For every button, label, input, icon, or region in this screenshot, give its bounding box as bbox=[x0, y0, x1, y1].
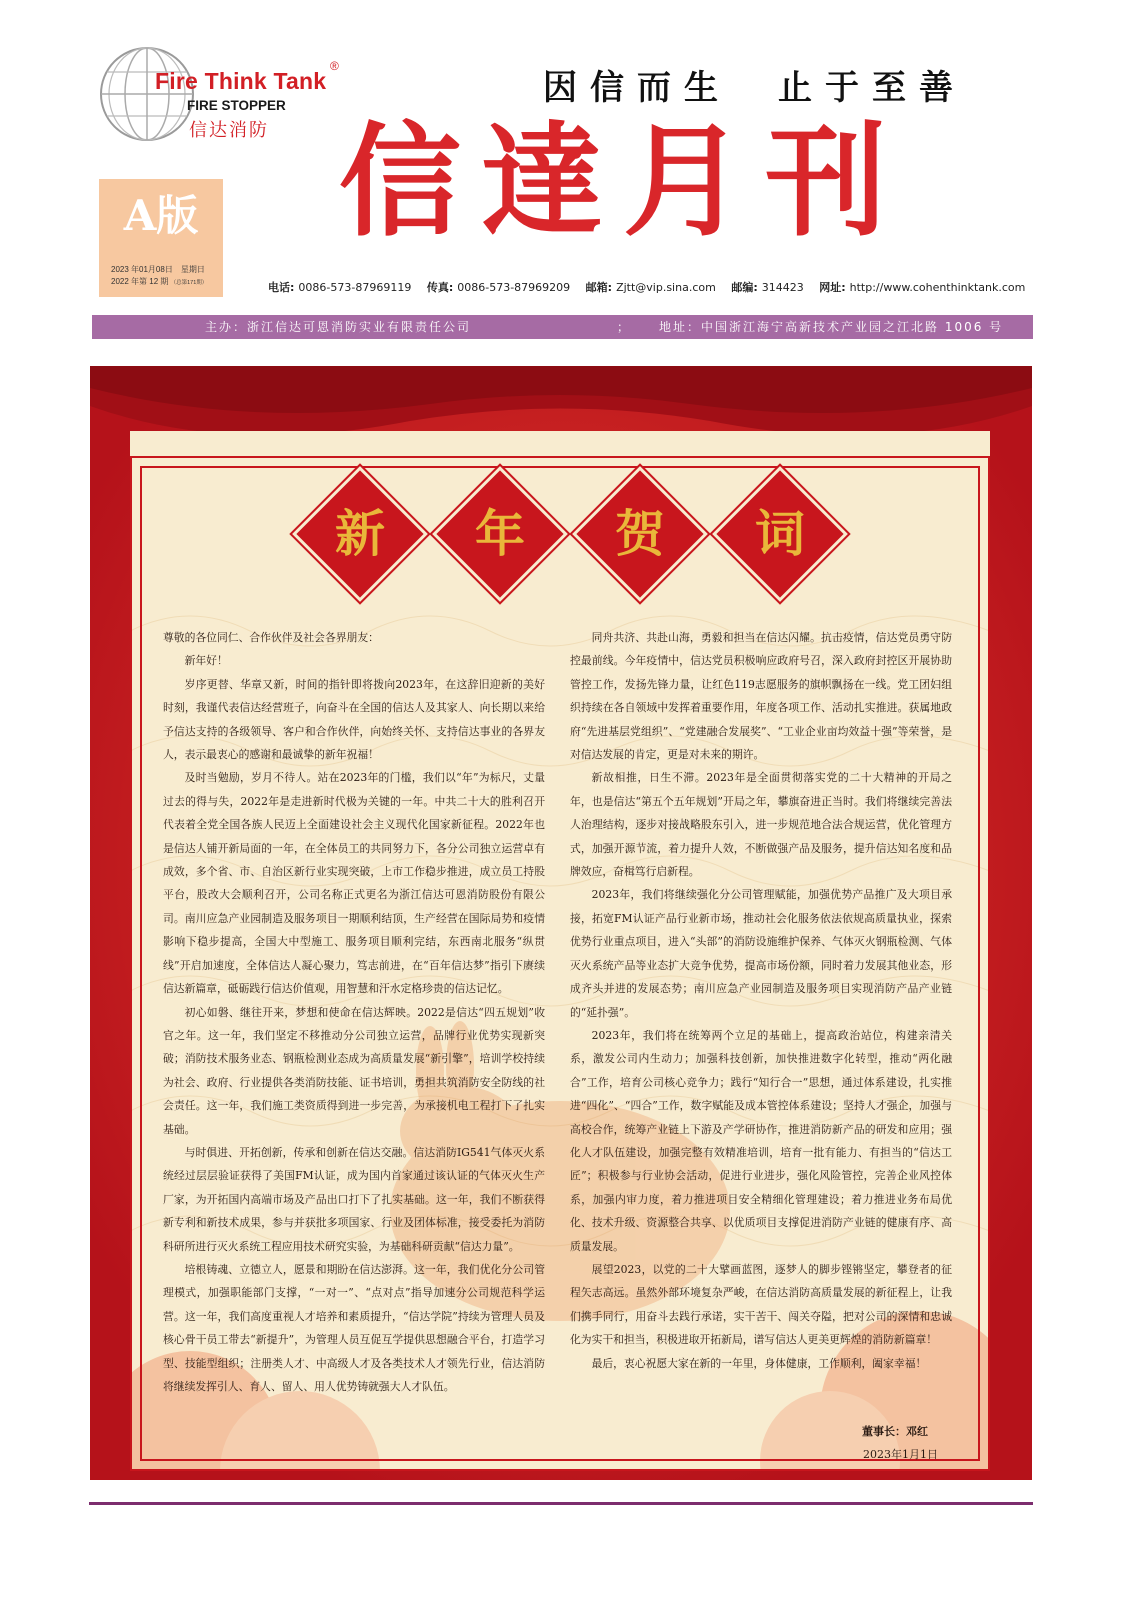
letter-paragraph: 新故相推，日生不滞。2023年是全面贯彻落实党的二十大精神的开局之年，也是信达“第五个五年规划”开局之年，攀旗奋进正当时。我们将继续完善法人治理结构，逐步对接战略股东引入，进一步规范地合法合规运营，优化管理方式，加强开源节流，着力提升人效，不断做强产品及服务，提升信达知名度和品牌效应，奋楫笃行启新程。 bbox=[570, 771, 952, 879]
letter-paragraph: 2023年，我们将在统筹两个立足的基础上，提高政治站位，构建亲清关系，激发公司内生动力；加强科技创新，加快推进数字化转型，推动“两化融合”工作，培育公司核心竞争力；践行“知行合一”思想，通过体系建设，扎实推进“四化”、“四合”工作，数字赋能及成本管控体系建设；坚持人才强企，加强与高校合作，统筹产业链上下游及产学研协作，推进消防新产品的研发和应用；强化人才队伍建设，加强完整有效精准培训，培育一批有能力、有担当的“信达工匠”；积极参与行业协会活动，促进行业进步，强化风险管控，完善企业风控体系，加强内审力度，着力推进项目安全精细化管理建设；着力推进业务布局优化、技术升级、资源整合共享、以优质项目支撑促进消防产业链的健康有序、高质量发展。 bbox=[570, 1028, 952, 1253]
letter-column-right bbox=[570, 626, 952, 1375]
letter-paragraph: 与时俱进、开拓创新，传承和创新在信达交融。信达消防IG541气体灭火系统经过层层验证获得了美国FM认证，成为国内首家通过该认证的气体灭火生产厂家，为开拓国内高端市场及产品出口打下了扎实基础。这一年，我们不断获得新专利和新技术成果，参与并获批多项国家、行业及团体标准，接受委托为消防科研所进行灭火系统工程应用技术研究实验，为基础科研贡献“信达力量”。 bbox=[163, 1145, 545, 1253]
sponsor-address-bar bbox=[92, 315, 1033, 339]
letter-paragraph: 同舟共济、共赴山海，勇毅和担当在信达闪耀。抗击疫情，信达党员勇守防控最前线。今年疫情中，信达党员积极响应政府号召，深入政府封控区开展协助管控工作，发扬先锋力量，让红色119志愿服务的旗帜飘扬在一线。党工团妇组织持续在各自领域中发挥着重要作用，年度各项工作、活动扎实推进。获属地政府“先进基层党组织”、“党建融合发展奖”、“工业企业亩均效益十强”等荣誉，是对信达发展的肯定，更是对未来的期许。 bbox=[570, 631, 952, 762]
edition-label: A版 bbox=[123, 191, 199, 240]
banner-char-2: 年 bbox=[475, 504, 525, 563]
separator: ； bbox=[617, 320, 630, 334]
edition-date: 2023 年01月08日 星期日 bbox=[111, 265, 205, 274]
publication-title: 信達月刊 bbox=[339, 109, 907, 253]
banner-char-4: 词 bbox=[755, 504, 805, 563]
brand-name-en: Fire Think Tank bbox=[155, 68, 327, 94]
issue-total: （总第171期） bbox=[170, 280, 208, 286]
brand-subtitle: FIRE STOPPER bbox=[187, 98, 286, 113]
signature-date: 2023年1月1日 bbox=[863, 1448, 938, 1461]
banner-char-3: 贺 bbox=[615, 504, 665, 563]
company-logo bbox=[97, 44, 347, 144]
letter-paragraph: 及时当勉励，岁月不待人。站在2023年的门槛，我们以“年”为标尺，丈量过去的得与失，2022年是走进新时代极为关键的一年。中共二十大的胜利召开代表着全党全国各族人民迈上全面建设社会主义现代化国家新征程。2022年也是信达人铺开新局面的一年，在全体员工的共同努力下，各分公司独立运营卓有成效，多个省、市、自治区新行业实现突破，上市工作稳步推进，成立员工持股平台，股改大会顺利召开，公司名称正式更名为浙江信达可恩消防股份有限公司。南川应急产业园制造及服务项目一期顺利结顶，生产经营在国际局势和疫情影响下稳步提高，全国大中型施工、服务项目顺利完结，东西南北服务“纵贯线”开启加速度，全体信达人凝心聚力，笃志前进，在“百年信达梦”指引下赓续信达新篇章，砥砺践行信达价值观，用智慧和汗水定格珍贵的信达记忆。 bbox=[163, 771, 545, 996]
edition-badge bbox=[99, 179, 223, 297]
contact-phone: 电话: 0086-573-87969119 bbox=[268, 281, 412, 294]
contact-line bbox=[268, 279, 1037, 295]
registered-mark: ® bbox=[330, 59, 339, 73]
letter-paragraph: 展望2023，以党的二十大擘画蓝图，逐梦人的脚步铿锵坚定，攀登者的征程矢志高远。虽然外部环境复杂严峻，在信达消防高质量发展的新征程上，让我们携手同行，用奋斗去践行承诺，实干苦干、闯关夺隘，把对公司的深情和忠诚化为实干和担当，积极进取开拓新局，谱写信达人更美更辉煌的消防新篇章！ bbox=[570, 1262, 952, 1347]
issue-number: 2022 年第 12 期 bbox=[111, 277, 169, 286]
sponsor-text: 主办：浙江信达可恩消防实业有限责任公司 bbox=[205, 320, 472, 334]
contact-website: 网址: http://www.cohenthinktank.com bbox=[819, 281, 1026, 294]
letter-paragraph: 2023年，我们将继续强化分公司管理赋能，加强优势产品推广及大项目承接，拓宽FM认证产品行业新市场，推动社会化服务依法依规高质量执业，探索优势行业重点项目，进入“头部”的消防设施维护保养、气体灭火钢瓶检测、气体灭火系统产品等业态扩大竞争优势，提高市场份额，同时着力发展其他业态，形成齐头并进的发展态势；南川应急产业园制造及服务项目实现消防产品产业链的“延扑强”。 bbox=[570, 888, 952, 1019]
contact-email: 邮箱: Zjtt@vip.sina.com bbox=[585, 281, 716, 294]
brand-name-cn: 信达消防 bbox=[189, 120, 269, 141]
motto: 因信而生 止于至善 bbox=[543, 68, 966, 108]
letter-salutation: 尊敬的各位同仁、合作伙伴及社会各界朋友： bbox=[163, 631, 379, 644]
edition-issue bbox=[111, 276, 207, 287]
letter-column-left bbox=[163, 626, 545, 1398]
signature: 董事长：邓红 bbox=[862, 1425, 928, 1438]
letter-paragraph: 新年好！ bbox=[184, 654, 228, 668]
letter-paper bbox=[130, 431, 990, 1471]
letter-paragraph: 培根铸魂、立德立人，愿景和期盼在信达澎湃。这一年，我们优化分公司管理模式，加强职能部门支撑，“一对一”、“点对点”指导加速分公司规范科学运营。这一年，我们高度重视人才培养和素质提升，“信达学院”持续为管理人员及核心骨干员工带去“新提升”，为管理人员互促互学提供思想融合平台，打造学习型、技能型组织；注册类人才、中高级人才及各类技术人才领先行业，信达消防将继续发挥引人、育人、留人、用人优势铸就强大人才队伍。 bbox=[163, 1262, 545, 1393]
address-text: 地址：中国浙江海宁高新技术产业园之江北路 1006 号 bbox=[659, 320, 1004, 334]
bottom-divider bbox=[89, 1502, 1033, 1505]
letter-paragraph: 岁序更替、华章又新，时间的指针即将拨向2023年，在这辞旧迎新的美好时刻，我谨代表信达经营班子，向奋斗在全国的信达人及其家人、向长期以来给予信达支持的各级领导、客户和合作伙伴，向始终关怀、支持信达事业的各界友人，表示最衷心的感谢和最诚挚的新年祝福！ bbox=[163, 677, 545, 762]
new-year-poster bbox=[90, 366, 1032, 1480]
banner-char-1: 新 bbox=[335, 504, 385, 563]
letter-paragraph: 最后，衷心祝愿大家在新的一年里，身体健康，工作顺利，阖家幸福！ bbox=[591, 1356, 927, 1370]
contact-postcode: 邮编: 314423 bbox=[731, 281, 804, 294]
contact-fax: 传真: 0086-573-87969209 bbox=[426, 281, 571, 294]
letter-paragraph: 初心如磐、继往开来，梦想和使命在信达辉映。2022是信达“四五规划”收官之年。这一年，我们坚定不移推动分公司独立运营，品牌行业优势实现新突破；消防技术服务业态、钢瓶检测业态成为高质量发展“新引擎”，培训学校持续为社会、政府、行业提供各类消防技能、证书培训，勇担共筑消防安全防线的社会责任。这一年，我们施工类资质得到进一步完善，为承接机电工程打下了扎实基础。 bbox=[163, 1005, 545, 1136]
